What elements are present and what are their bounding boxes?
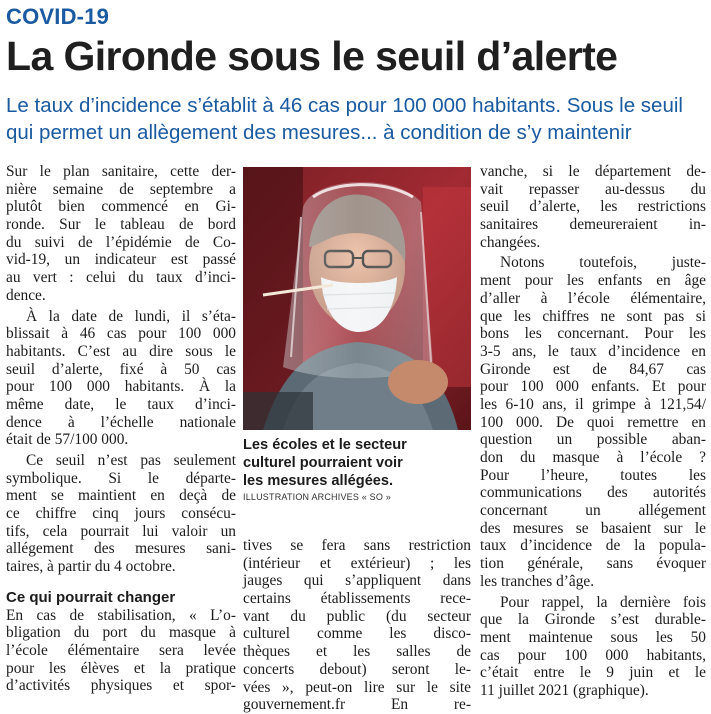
paragraph [6,308,236,450]
paragraph [6,452,236,576]
caption-line: les mesures allégées. [243,473,394,489]
text-line: au vert : celui du taux d’inci- [6,269,236,287]
standfirst [6,92,706,146]
text-line: jauges qui s’appliquent dans [243,572,471,590]
text-line: 11 juillet 2021 (graphique). [480,681,649,699]
text-line: les 6-10 ans, il grimpe à 121,54/ [480,395,706,413]
text-line: ment maintenue sous les 50 [480,628,706,646]
text-line: cas pour 100 000 habitants, [480,646,706,664]
text-line: tifs, cela pourrait lui valoir un [6,522,236,540]
standfirst-line: Le taux d’incidence s’établit à 46 cas pour 100 000 habitants. Sous le seuil [6,94,683,117]
text-line: était de 57/100 000. [6,431,129,449]
paragraph [480,163,706,251]
text-line: 3-5 ans, le taux d’incidence en [480,342,706,360]
text-line: thèques et les salles de [243,643,471,661]
text-line: que les chiffres ne sont pas si [480,307,706,325]
column-3 [480,163,706,700]
text-line: pour les élèves et la pratique [6,659,236,677]
headline: La Gironde sous le seuil d’alerte [6,33,618,79]
text-line: Sur le plan sanitaire, cette der- [6,163,236,180]
text-line: nière semaine de septembre a [6,180,236,198]
text-line: À la date de lundi, il s’éta- [26,307,236,325]
photo-caption [243,436,471,490]
text-line: certains établissements rece- [243,590,471,608]
paragraph [6,607,236,695]
paragraph [480,594,706,700]
kicker: COVID-19 [6,4,110,29]
text-line: dence à l’échelle nationale [6,413,236,431]
text-line: don du masque à l’école ? [480,449,706,466]
column-2 [243,537,471,714]
text-line: même date, le taux d’inci- [6,395,236,413]
text-line: pour 100 000 habitants. À la [6,378,236,396]
caption-line: Les écoles et le secteur [243,437,407,453]
text-line: concerts debout) seront le- [243,660,471,678]
text-line: Ce seuil n’est pas seulement [26,452,236,469]
standfirst-line: qui permet un allègement des mesures... à condition de s’y maintenir [6,121,632,144]
text-line: ment pour les enfants en âge [480,272,706,290]
text-line: l’école élémentaire sera levée [6,641,236,659]
text-line: vées », peut-on lire sur le site [243,678,471,696]
text-line: sanitaires demeureraient in- [480,216,706,234]
text-line: des mesures se basaient sur le [480,519,706,537]
text-line: Gironde est de 84,67 cas [480,360,706,378]
paragraph [480,254,706,590]
text-line: culturel comme les disco- [243,625,471,643]
text-line: plutôt bien commencé en Gi- [6,198,236,216]
photo-illustration [243,167,471,430]
text-line: communications des autorités [480,484,706,502]
text-line: tives se fera sans restriction [243,537,471,554]
text-line: Notons toutefois, juste- [500,254,706,272]
text-line: ronde. Sur le tableau de bord [6,216,236,234]
text-line: vant du public (du secteur [243,607,471,625]
text-line: c’était entre le 9 juin et le [480,664,706,682]
text-line: Pour rappel, la dernière fois [500,593,706,611]
text-line: 100 000. De quoi remettre en [480,413,706,431]
text-line: seuil d’alerte, fixé à 50 cas [6,360,236,378]
text-line: ment se maintient en deçà de [6,487,236,505]
text-line: d’aller à l’école élémentaire, [480,289,706,307]
paragraph [243,537,471,714]
text-line: changées. [480,233,541,251]
text-line: Pour l’heure, toutes les [480,466,706,484]
column-1 [6,163,236,695]
text-line: concernant un allégement [480,502,706,520]
text-line: taires, à partir du 4 octobre. [6,558,176,576]
photo-credit: ILLUSTRATION ARCHIVES « SO » [243,492,391,502]
text-line: gouvernement.fr En re- [243,696,471,714]
paragraph [6,163,236,305]
text-line: du suivi de l’épidémie de Co- [6,233,236,251]
text-line: question un possible aban- [480,431,706,449]
article-photo [243,167,471,430]
text-line: vait repasser au-dessus du [480,180,706,198]
text-line: vid-19, un indicateur est passé [6,251,236,269]
text-line: symbolique. Si le départe- [6,469,236,487]
text-line: habitants. C’est au dire sous le [6,342,236,360]
text-line: En cas de stabilisation, « L’o- [6,606,236,624]
text-line: que la Gironde s’est durable- [480,611,706,629]
text-line: ce chiffre cinq jours consécu- [6,505,236,523]
text-line: taux d’incidence de la popula- [480,537,706,555]
text-line: (intérieur et extérieur) ; les [243,554,471,572]
text-line: dence. [6,286,46,304]
text-line: seuil d’alerte, les restrictions [480,198,706,216]
caption-line: culturel pourraient voir [243,455,403,471]
text-line: pour 100 000 enfants. Et pour [480,378,706,396]
subheading: Ce qui pourrait changer [6,588,176,606]
text-line: vanche, si le département de- [480,163,706,180]
text-line: bons les concernant. Pour les [480,325,706,343]
text-line: les tranches d’âge. [480,572,595,590]
text-line: tion générale, sans évoquer [480,555,706,573]
text-line: blissait à 46 cas pour 100 000 [6,325,236,343]
text-line: allégement des mesures sani- [6,540,236,558]
text-line: bligation du port du masque à [6,624,236,642]
text-line: d’activités physiques et spor- [6,677,236,695]
